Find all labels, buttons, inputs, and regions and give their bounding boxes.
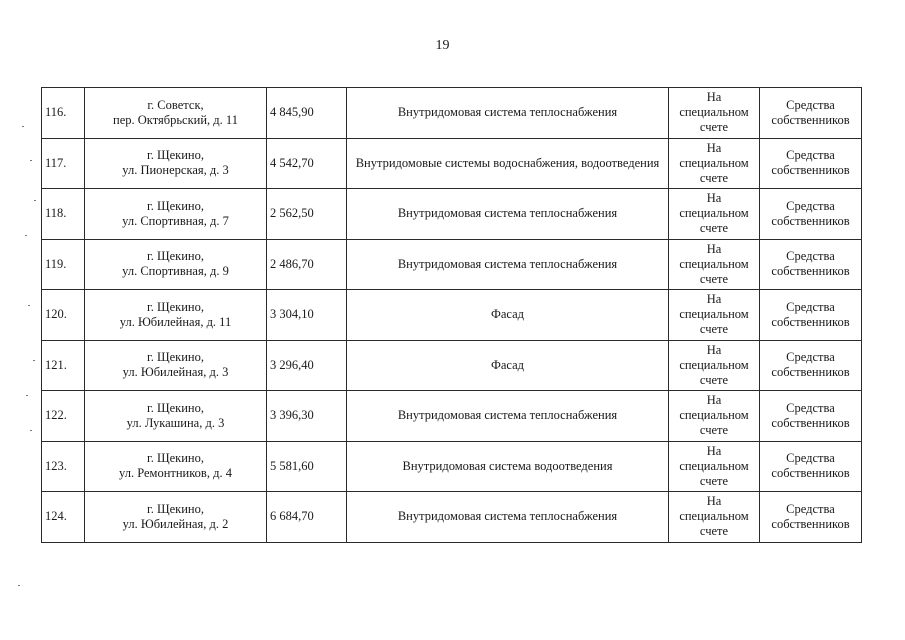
funding-source-line: Средства: [786, 97, 835, 112]
area-line: 3 304,10: [270, 307, 314, 322]
work-type-line: Внутридомовая система водоотведения: [402, 458, 613, 473]
funding-source-cell: [760, 290, 862, 341]
account-line: счете: [699, 120, 729, 135]
funding-source-line: собственников: [771, 112, 850, 127]
account-line: специальном: [679, 357, 749, 372]
address-line: г. Щекино,: [147, 249, 204, 264]
account-line: специальном: [679, 408, 749, 423]
scan-mark: [26, 395, 28, 396]
repair-program-table: [41, 87, 862, 543]
funding-source-line: Средства: [786, 350, 835, 365]
work-type-cell: [347, 441, 669, 492]
account-line: На: [706, 90, 722, 105]
funding-source-line: Средства: [786, 148, 835, 163]
area-cell: [267, 239, 347, 290]
address-cell: [85, 340, 267, 391]
address-cell: [85, 441, 267, 492]
work-type-line: Внутридомовая система теплоснабжения: [397, 105, 618, 120]
table-row: [42, 391, 862, 442]
address-line: ул. Юбилейная, д. 2: [122, 516, 229, 531]
account-cell: [669, 441, 760, 492]
work-type-cell: [347, 239, 669, 290]
address-line: г. Щекино,: [147, 501, 204, 516]
address-line: ул. Лукашина, д. 3: [126, 415, 225, 430]
work-type-cell: [347, 340, 669, 391]
address-line: ул. Спортивная, д. 7: [122, 213, 229, 228]
work-type-line: Внутридомовая система теплоснабжения: [397, 509, 618, 524]
scan-mark: [22, 126, 24, 127]
row-number-line: 116.: [45, 105, 67, 120]
work-type-cell: [347, 290, 669, 341]
account-line: счете: [699, 170, 729, 185]
row-number-line: 122.: [45, 408, 67, 423]
funding-source-line: собственников: [771, 163, 850, 178]
funding-source-line: собственников: [771, 213, 850, 228]
account-line: счете: [699, 271, 729, 286]
work-type-line: Внутридомовая система теплоснабжения: [397, 256, 618, 271]
funding-source-line: Средства: [786, 198, 835, 213]
account-line: На: [706, 443, 722, 458]
work-type-line: Фасад: [490, 307, 525, 322]
area-line: 4 845,90: [270, 105, 314, 120]
table-row: [42, 492, 862, 543]
area-line: 6 684,70: [270, 509, 314, 524]
address-line: г. Щекино,: [147, 400, 204, 415]
address-line: ул. Пионерская, д. 3: [122, 163, 229, 178]
account-line: счете: [699, 322, 729, 337]
row-number-cell: [42, 441, 85, 492]
funding-source-line: Средства: [786, 249, 835, 264]
account-line: счете: [699, 524, 729, 539]
work-type-cell: [347, 492, 669, 543]
area-line: 3 296,40: [270, 357, 314, 372]
table-row: [42, 441, 862, 492]
address-line: ул. Ремонтников, д. 4: [119, 466, 232, 481]
address-cell: [85, 391, 267, 442]
area-cell: [267, 88, 347, 139]
funding-source-cell: [760, 492, 862, 543]
area-cell: [267, 441, 347, 492]
address-line: г. Щекино,: [147, 198, 204, 213]
funding-source-line: Средства: [786, 501, 835, 516]
work-type-cell: [347, 88, 669, 139]
table-row: [42, 340, 862, 391]
account-cell: [669, 290, 760, 341]
scan-mark: [33, 360, 35, 361]
table-body: [42, 88, 862, 543]
area-cell: [267, 138, 347, 189]
work-type-cell: [347, 138, 669, 189]
account-line: счете: [699, 221, 729, 236]
area-line: 2 486,70: [270, 256, 314, 271]
table-row: [42, 88, 862, 139]
funding-source-cell: [760, 189, 862, 240]
address-cell: [85, 492, 267, 543]
row-number-cell: [42, 239, 85, 290]
address-cell: [85, 88, 267, 139]
work-type-line: Фасад: [490, 357, 525, 372]
table-row: [42, 239, 862, 290]
account-line: На: [706, 292, 722, 307]
funding-source-cell: [760, 138, 862, 189]
account-line: счете: [699, 473, 729, 488]
work-type-line: Внутридомовая система теплоснабжения: [397, 206, 618, 221]
scan-mark: [25, 235, 27, 236]
address-line: ул. Юбилейная, д. 11: [119, 314, 232, 329]
account-line: На: [706, 494, 722, 509]
table-row: [42, 290, 862, 341]
scan-mark: [18, 585, 20, 586]
account-cell: [669, 138, 760, 189]
funding-source-cell: [760, 441, 862, 492]
account-line: На: [706, 393, 722, 408]
row-number-cell: [42, 391, 85, 442]
row-number-cell: [42, 189, 85, 240]
page-number: 19: [435, 38, 450, 53]
funding-source-cell: [760, 391, 862, 442]
funding-source-line: собственников: [771, 516, 850, 531]
row-number-cell: [42, 88, 85, 139]
address-line: г. Щекино,: [147, 299, 204, 314]
address-cell: [85, 189, 267, 240]
area-line: 2 562,50: [270, 206, 314, 221]
address-line: ул. Юбилейная, д. 3: [122, 365, 229, 380]
row-number-cell: [42, 138, 85, 189]
funding-source-line: собственников: [771, 365, 850, 380]
scan-mark: [30, 160, 32, 161]
area-cell: [267, 492, 347, 543]
account-line: специальном: [679, 155, 749, 170]
account-line: На: [706, 241, 722, 256]
account-line: специальном: [679, 509, 749, 524]
scan-mark: [34, 200, 36, 201]
area-line: 3 396,30: [270, 408, 314, 423]
funding-source-cell: [760, 88, 862, 139]
address-cell: [85, 290, 267, 341]
address-line: г. Советск,: [147, 97, 204, 112]
row-number-line: 119.: [45, 256, 67, 271]
work-type-cell: [347, 189, 669, 240]
row-number-line: 120.: [45, 307, 67, 322]
account-line: На: [706, 140, 722, 155]
row-number-line: 118.: [45, 206, 67, 221]
scan-mark: [28, 305, 30, 306]
funding-source-line: собственников: [771, 314, 850, 329]
funding-source-line: собственников: [771, 466, 850, 481]
row-number-cell: [42, 290, 85, 341]
account-cell: [669, 492, 760, 543]
account-line: На: [706, 191, 722, 206]
account-line: специальном: [679, 206, 749, 221]
work-type-line: Внутридомовые системы водоснабжения, водоотведения: [355, 155, 660, 170]
funding-source-line: Средства: [786, 400, 835, 415]
funding-source-cell: [760, 340, 862, 391]
row-number-cell: [42, 340, 85, 391]
account-cell: [669, 340, 760, 391]
row-number-cell: [42, 492, 85, 543]
account-line: специальном: [679, 307, 749, 322]
scan-mark: [30, 430, 32, 431]
row-number-line: 121.: [45, 357, 67, 372]
area-line: 5 581,60: [270, 458, 314, 473]
account-line: специальном: [679, 105, 749, 120]
address-line: г. Щекино,: [147, 350, 204, 365]
funding-source-cell: [760, 239, 862, 290]
area-cell: [267, 290, 347, 341]
funding-source-line: Средства: [786, 451, 835, 466]
account-line: специальном: [679, 458, 749, 473]
row-number-line: 124.: [45, 509, 67, 524]
account-cell: [669, 88, 760, 139]
work-type-cell: [347, 391, 669, 442]
address-line: пер. Октябрьский, д. 11: [113, 112, 238, 127]
row-number-line: 123.: [45, 458, 67, 473]
area-cell: [267, 189, 347, 240]
account-line: счете: [699, 423, 729, 438]
account-cell: [669, 391, 760, 442]
address-line: г. Щекино,: [147, 148, 204, 163]
area-cell: [267, 340, 347, 391]
funding-source-line: собственников: [771, 264, 850, 279]
address-line: г. Щекино,: [147, 451, 204, 466]
account-cell: [669, 239, 760, 290]
area-line: 4 542,70: [270, 155, 314, 170]
funding-source-line: Средства: [786, 299, 835, 314]
account-line: специальном: [679, 256, 749, 271]
account-cell: [669, 189, 760, 240]
row-number-line: 117.: [45, 155, 67, 170]
table-row: [42, 138, 862, 189]
address-line: ул. Спортивная, д. 9: [122, 264, 229, 279]
address-cell: [85, 239, 267, 290]
account-line: На: [706, 342, 722, 357]
area-cell: [267, 391, 347, 442]
address-cell: [85, 138, 267, 189]
account-line: счете: [699, 372, 729, 387]
table-row: [42, 189, 862, 240]
funding-source-line: собственников: [771, 415, 850, 430]
work-type-line: Внутридомовая система теплоснабжения: [397, 408, 618, 423]
